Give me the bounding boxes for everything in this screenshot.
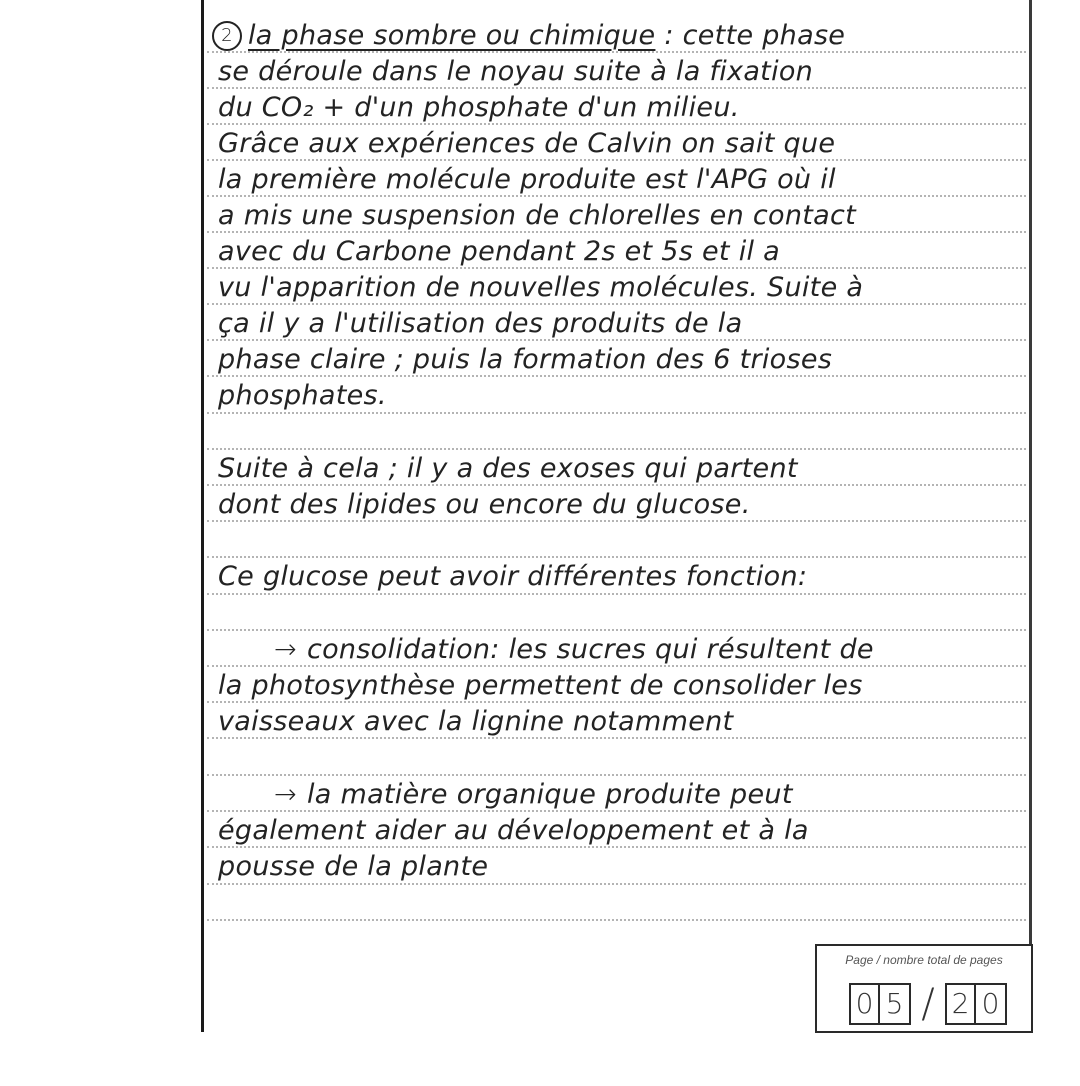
- current-page-digit: 5: [880, 983, 911, 1025]
- text-line: vaisseaux avec la lignine notamment: [218, 706, 734, 737]
- text-line: ça il y a l'utilisation des produits de la: [218, 308, 743, 339]
- bullet-text: consolidation: les sucres qui résultent de: [306, 634, 874, 665]
- text-line: a mis une suspension de chlorelles en contact: [218, 200, 857, 231]
- text-line: vu l'apparition de nouvelles molécules. Suite à: [218, 272, 864, 303]
- text-line: la photosynthèse permettent de consolider les: [218, 670, 863, 701]
- text-line: Grâce aux expériences de Calvin on sait que: [218, 128, 836, 159]
- text-line: Ce glucose peut avoir différentes fonction:: [218, 561, 808, 592]
- text-line: la première molécule produite est l'APG où il: [218, 164, 836, 195]
- ruled-line: [207, 448, 1026, 450]
- text-line: du CO₂ + d'un phosphate d'un milieu.: [218, 92, 740, 123]
- arrow-right-icon: →: [274, 634, 297, 665]
- ruled-line: [207, 593, 1026, 595]
- page-number-box: [815, 944, 1033, 1033]
- text-line: Suite à cela ; il y a des exoses qui partent: [218, 453, 798, 484]
- ruled-line: [207, 412, 1026, 414]
- current-page-digit: 0: [849, 983, 880, 1025]
- bullet-item: [274, 634, 874, 666]
- bullet-item: [274, 779, 793, 811]
- ruled-line: [207, 774, 1026, 776]
- text-line: pousse de la plante: [218, 851, 489, 882]
- total-pages-digit: 0: [976, 983, 1007, 1025]
- heading-continuation: : cette phase: [664, 20, 846, 51]
- ruled-line: [207, 629, 1026, 631]
- text-line: dont des lipides ou encore du glucose.: [218, 489, 751, 520]
- total-pages-digit: 2: [945, 983, 976, 1025]
- section-title: la phase sombre ou chimique: [248, 20, 656, 51]
- ruled-line: [207, 556, 1026, 558]
- text-line: également aider au développement et à la: [218, 815, 809, 846]
- page-box-label: Page / nombre total de pages: [845, 953, 1003, 967]
- text-line: se déroule dans le noyau suite à la fixation: [218, 56, 814, 87]
- page-number-digits: [849, 983, 1007, 1025]
- section-heading: [212, 20, 845, 52]
- text-line: avec du Carbone pendant 2s et 5s et il a: [218, 236, 781, 267]
- section-number-marker: 2: [212, 21, 242, 51]
- ruled-line: [207, 883, 1026, 885]
- bullet-text: la matière organique produite peut: [306, 779, 793, 810]
- text-line: phase claire ; puis la formation des 6 trioses: [218, 344, 833, 375]
- arrow-right-icon: →: [274, 779, 297, 810]
- exam-sheet: [201, 0, 1032, 1032]
- ruled-line: [207, 919, 1026, 921]
- page-separator: /: [921, 981, 935, 1027]
- text-line: phosphates.: [218, 380, 387, 411]
